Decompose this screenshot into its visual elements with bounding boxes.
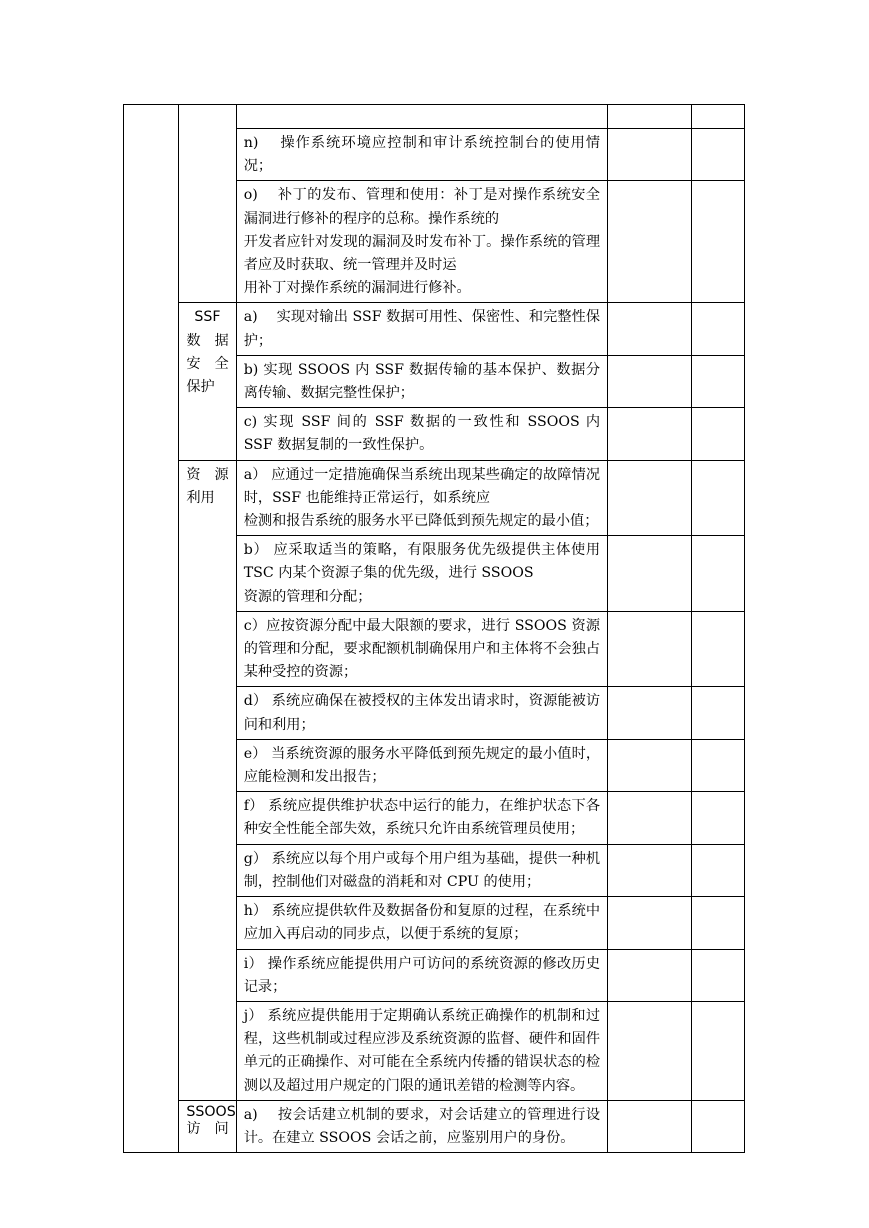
table-row — [124, 1100, 745, 1152]
note-cell — [691, 303, 744, 355]
category-resource-utilization — [179, 460, 236, 1100]
table-row — [124, 460, 745, 536]
result-cell — [608, 408, 692, 460]
requirement-text — [236, 949, 607, 1001]
requirement-text — [236, 355, 607, 407]
requirement-line: h） 系统应提供软件及数据备份和复原的过程，在系统中应加入再启动的同步点，以便于系统的复原； — [243, 903, 601, 943]
result-cell — [608, 129, 692, 181]
result-cell — [608, 792, 692, 844]
requirement-line: n) 操作系统环境应控制和审计系统控制台的使用情况； — [243, 135, 601, 175]
category-label: 访 问 — [186, 1120, 229, 1137]
note-cell — [691, 1100, 744, 1152]
requirement-line: f） 系统应提供维护状态中运行的能力，在维护状态下各种安全性能全部失效，系统只允许由系统管理员使用； — [243, 798, 601, 838]
note-cell — [691, 949, 744, 1001]
result-cell — [608, 460, 692, 536]
result-cell — [608, 687, 692, 739]
result-cell — [608, 739, 692, 791]
note-cell — [691, 739, 744, 791]
note-cell — [691, 687, 744, 739]
result-cell — [608, 355, 692, 407]
requirement-text — [236, 181, 607, 303]
category-label: 利用 — [186, 489, 215, 506]
outer-category-cell — [124, 105, 179, 1153]
category-label: SSF — [194, 309, 221, 326]
requirement-line: o) 补丁的发布、管理和使用：补丁是对操作系统安全漏洞进行修补的程序的总称。操作系统的 开发者应针对发现的漏洞及时发布补丁。操作系统的管理者应及时获取、统一管理并及时运 用补丁对操作系统的漏洞进行修补。 — [243, 187, 601, 297]
requirement-line: i） 操作系统应能提供用户可访问的系统资源的修改历史记录； — [243, 955, 601, 995]
requirement-line: c) 实现 SSF 间的 SSF 数据的一致性和 SSOOS 内 SSF 数据复制的一致性保护。 — [243, 414, 601, 454]
requirement-line: g） 系统应以每个用户或每个用户组为基础，提供一种机制，控制他们对磁盘的消耗和对 CPU 的使用； — [243, 850, 601, 890]
table-row — [124, 105, 745, 129]
table-row — [124, 303, 745, 355]
requirement-text — [236, 844, 607, 896]
result-cell — [608, 844, 692, 896]
note-cell — [691, 129, 744, 181]
category-label: 资 源 — [186, 466, 229, 483]
requirement-text — [236, 1100, 607, 1152]
requirement-line: e） 当系统资源的服务水平降低到预先规定的最小值时，应能检测和发出报告； — [243, 745, 601, 786]
requirement-text — [236, 687, 607, 739]
note-cell — [691, 181, 744, 303]
note-cell — [691, 105, 744, 129]
requirement-text — [236, 739, 607, 791]
note-cell — [691, 536, 744, 612]
requirement-text — [236, 129, 607, 181]
requirement-text — [236, 1001, 607, 1100]
category-label: 安 全 — [186, 355, 229, 372]
requirement-text — [236, 460, 607, 536]
result-cell — [608, 105, 692, 129]
requirement-text — [236, 536, 607, 612]
note-cell — [691, 460, 744, 536]
requirement-line: a) 按会话建立机制的要求，对会话建立的管理进行设计。在建立 SSOOS 会话之前，应鉴别用户的身份。 — [243, 1106, 601, 1146]
requirement-text — [236, 408, 607, 460]
requirement-text — [236, 105, 607, 129]
requirement-line: c）应按资源分配中最大限额的要求，进行 SSOOS 资源的管理和分配，要求配额机制确保用户和主体将不会独占某种受控的资源； — [243, 617, 601, 681]
requirement-text — [236, 303, 607, 355]
result-cell — [608, 611, 692, 687]
category-ssoos-access — [179, 1100, 236, 1152]
result-cell — [608, 181, 692, 303]
category-cell — [179, 105, 236, 303]
category-ssf-data-protection — [179, 303, 236, 460]
result-cell — [608, 949, 692, 1001]
note-cell — [691, 1001, 744, 1100]
category-label: SSOOS — [186, 1103, 236, 1120]
note-cell — [691, 408, 744, 460]
requirement-line: a） 应通过一定措施确保当系统出现某些确定的故障情况时，SSF 也能维持正常运行，如系统应 检测和报告系统的服务水平已降低到预先规定的最小值； — [243, 466, 601, 530]
note-cell — [691, 792, 744, 844]
result-cell — [608, 1100, 692, 1152]
requirement-line: b) 实现 SSOOS 内 SSF 数据传输的基本保护、数据分离传输、数据完整性保护； — [243, 361, 601, 402]
requirement-text — [236, 897, 607, 949]
requirement-line: d） 系统应确保在被授权的主体发出请求时，资源能被访问和利用； — [243, 693, 601, 733]
note-cell — [691, 355, 744, 407]
result-cell — [608, 536, 692, 612]
result-cell — [608, 1001, 692, 1100]
category-label: 数 据 — [186, 332, 229, 349]
requirement-text — [236, 611, 607, 687]
requirement-text — [236, 792, 607, 844]
requirement-line: j） 系统应提供能用于定期确认系统正确操作的机制和过程，这些机制或过程应涉及系统资源的监督、硬件和固件单元的正确操作、对可能在全系统内传播的错误状态的检测以及超过用户规定的门限的通讯差错的检测等内容。 — [243, 1007, 601, 1094]
requirements-table — [123, 104, 745, 1153]
category-label: 保护 — [186, 379, 215, 396]
requirement-line: b） 应采取适当的策略，有限服务优先级提供主体使用 TSC 内某个资源子集的优先级，进行 SSOOS 资源的管理和分配； — [243, 542, 601, 605]
result-cell — [608, 303, 692, 355]
result-cell — [608, 897, 692, 949]
note-cell — [691, 897, 744, 949]
note-cell — [691, 611, 744, 687]
requirement-line: a) 实现对输出 SSF 数据可用性、保密性、和完整性保护； — [243, 309, 601, 349]
note-cell — [691, 844, 744, 896]
